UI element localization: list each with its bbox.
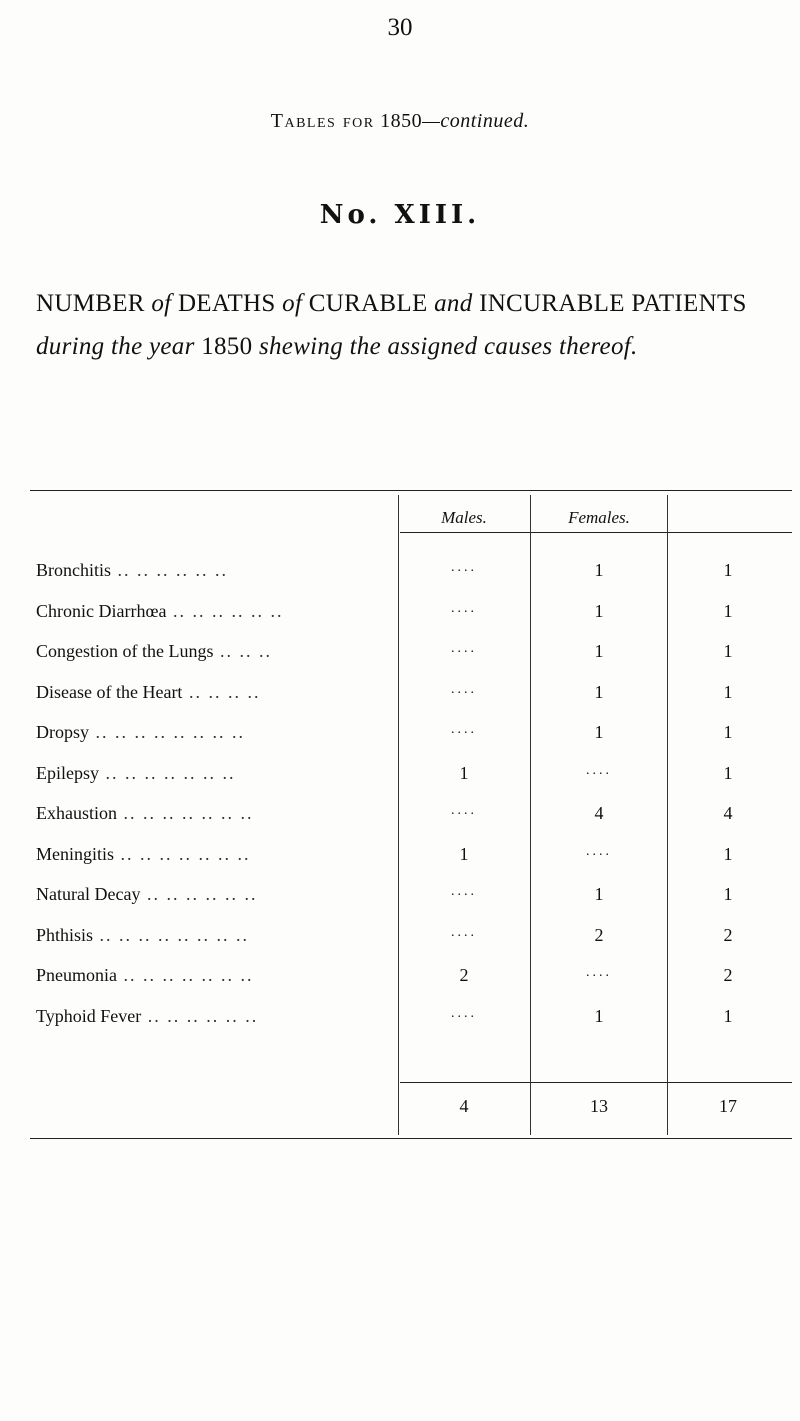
- totals-rule: [400, 1082, 792, 1083]
- leader-dots: .. .. .. ..: [182, 682, 261, 702]
- table-row: [0, 844, 800, 880]
- females-cell: ....: [586, 965, 612, 980]
- cause-name: Dropsy: [36, 722, 89, 742]
- cause-cell: [36, 601, 396, 622]
- cause-name: Congestion of the Lungs: [36, 641, 214, 661]
- table-row: [0, 965, 800, 1001]
- heading-part: NUMBER: [36, 290, 145, 317]
- table-row: [0, 884, 800, 920]
- cause-cell: [36, 844, 396, 865]
- females-cell: 1: [594, 884, 604, 904]
- table-row: [0, 641, 800, 677]
- cause-cell: [36, 884, 396, 905]
- females-cell: ....: [586, 844, 612, 859]
- males-cell: 2: [459, 965, 469, 985]
- leader-dots: .. .. .. .. .. .. ..: [117, 803, 254, 823]
- cause-name: Chronic Diarrhœa: [36, 601, 167, 621]
- leader-dots: .. .. .. .. .. .. .. ..: [89, 722, 245, 742]
- leader-dots: .. .. .. .. .. .. ..: [117, 965, 254, 985]
- cause-cell: [36, 682, 396, 703]
- males-cell: 1: [459, 763, 469, 783]
- males-cell: ....: [451, 722, 477, 737]
- males-cell: ....: [451, 803, 477, 818]
- total-cell: 1: [723, 1006, 733, 1026]
- running-head-continued: —continued.: [422, 110, 530, 132]
- males-cell: ....: [451, 601, 477, 616]
- total-cell: 1: [723, 722, 733, 742]
- heading-part: shewing the assigned causes thereof.: [258, 333, 638, 360]
- females-cell: 1: [594, 722, 604, 742]
- males-cell: ....: [451, 682, 477, 697]
- table-row: [0, 601, 800, 637]
- females-cell: ....: [586, 763, 612, 778]
- leader-dots: .. .. .. .. .. ..: [141, 1006, 259, 1026]
- total-cell: 1: [723, 560, 733, 580]
- females-cell: 1: [594, 682, 604, 702]
- running-head-title: Tables for: [270, 110, 375, 132]
- total-cell: 1: [723, 844, 733, 864]
- cause-name: Pneumonia: [36, 965, 117, 985]
- heading-part: of: [282, 290, 303, 317]
- total-males: 4: [459, 1096, 469, 1116]
- table-bottom-rule: [30, 1138, 792, 1139]
- cause-name: Typhoid Fever: [36, 1006, 142, 1026]
- males-cell: ....: [451, 1006, 477, 1021]
- leader-dots: .. .. .. .. .. .. .. ..: [93, 925, 250, 945]
- cause-cell: [36, 560, 396, 581]
- cause-name: Epilepsy: [36, 763, 99, 783]
- table-row: [0, 803, 800, 839]
- cause-cell: [36, 925, 396, 946]
- heading-part: INCURABLE PATIENTS: [479, 290, 747, 317]
- running-head-year: 1850: [380, 110, 423, 132]
- table-heading: [36, 282, 776, 368]
- females-cell: 2: [594, 925, 604, 945]
- cause-name: Phthisis: [36, 925, 94, 945]
- females-cell: 4: [594, 803, 604, 823]
- total-cell: 4: [723, 803, 733, 823]
- cause-name: Meningitis: [36, 844, 115, 864]
- cause-cell: [36, 641, 396, 662]
- females-cell: 1: [594, 601, 604, 621]
- cause-cell: [36, 965, 396, 986]
- heading-part: and: [434, 290, 473, 317]
- total-cell: 1: [723, 641, 733, 661]
- leader-dots: .. .. .. .. .. ..: [111, 560, 228, 580]
- leader-dots: .. .. .. .. .. ..: [140, 884, 258, 904]
- males-cell: ....: [451, 925, 477, 940]
- cause-name: Exhaustion: [36, 803, 117, 823]
- females-cell: 1: [594, 1006, 604, 1026]
- running-head: [0, 110, 800, 133]
- table-row: [0, 925, 800, 961]
- table-row: [0, 560, 800, 596]
- leader-dots: .. .. .. .. .. .. ..: [99, 763, 236, 783]
- cause-name: Disease of the Heart: [36, 682, 183, 702]
- total-cell: 1: [723, 763, 733, 783]
- total-cell: 1: [723, 884, 733, 904]
- total-cell: 1: [723, 601, 733, 621]
- table-row: [0, 682, 800, 718]
- females-cell: 1: [594, 641, 604, 661]
- table-top-rule: [30, 490, 792, 491]
- males-cell: ....: [451, 560, 477, 575]
- total-females: 13: [590, 1096, 608, 1116]
- column-header-females: Females.: [568, 508, 630, 527]
- heading-part: CURABLE: [308, 290, 428, 317]
- total-cell: 2: [723, 965, 733, 985]
- table-row: [0, 722, 800, 758]
- column-header-males: Males.: [441, 508, 487, 527]
- cause-cell: [36, 1006, 396, 1027]
- females-cell: 1: [594, 560, 604, 580]
- cause-name: Natural Decay: [36, 884, 141, 904]
- males-cell: ....: [451, 884, 477, 899]
- cause-name: Bronchitis: [36, 560, 111, 580]
- males-cell: 1: [459, 844, 469, 864]
- cause-cell: [36, 763, 396, 784]
- heading-part: during the year: [36, 333, 195, 360]
- total-cell: 2: [723, 925, 733, 945]
- table-number: No. XIII.: [319, 200, 481, 230]
- leader-dots: .. .. ..: [213, 641, 272, 661]
- leader-dots: .. .. .. .. .. .. ..: [114, 844, 251, 864]
- heading-part: 1850: [201, 333, 253, 360]
- table-row: [0, 763, 800, 799]
- males-cell: ....: [451, 641, 477, 656]
- heading-part: DEATHS: [177, 290, 276, 317]
- heading-part: of: [151, 290, 172, 317]
- page-number: 30: [387, 14, 413, 41]
- total-cell: 1: [723, 682, 733, 702]
- column-head-rule: [400, 532, 792, 533]
- grand-total: 17: [719, 1096, 737, 1116]
- leader-dots: .. .. .. .. .. ..: [166, 601, 284, 621]
- table-row: [0, 1006, 800, 1042]
- cause-cell: [36, 722, 396, 743]
- cause-cell: [36, 803, 396, 824]
